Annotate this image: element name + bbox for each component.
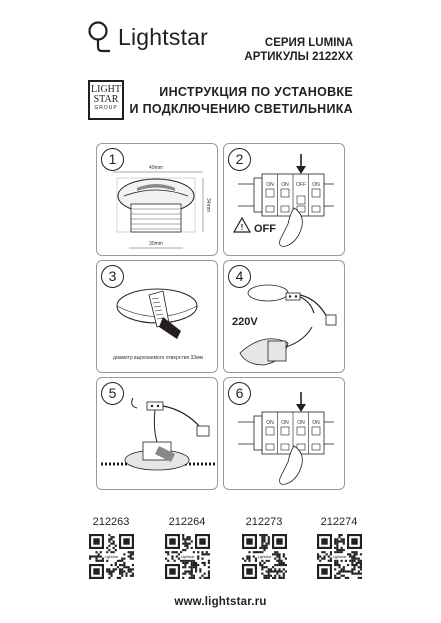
switch-4-label: ON bbox=[312, 182, 320, 188]
title-line-1: ИНСТРУКЦИЯ ПО УСТАНОВКЕ bbox=[159, 85, 353, 99]
svg-text:!: ! bbox=[240, 223, 244, 232]
qr-code-icon[interactable] bbox=[165, 534, 210, 579]
switch-4-label: ON bbox=[312, 420, 320, 426]
badge-line-2: STAR bbox=[93, 94, 119, 105]
dim-bottom-label: 30mm bbox=[149, 241, 163, 247]
step-5-panel bbox=[96, 377, 218, 490]
title-line-2: И ПОДКЛЮЧЕНИЮ СВЕТИЛЬНИКА bbox=[129, 102, 353, 116]
step-2-panel bbox=[223, 143, 345, 256]
switch-3-label: OFF bbox=[296, 182, 306, 188]
dim-top-label: 49mm bbox=[149, 165, 163, 171]
article-212263 bbox=[81, 516, 141, 579]
step-5-number: 5 bbox=[101, 382, 124, 405]
step-4-number: 4 bbox=[228, 265, 251, 288]
step-3-number: 3 bbox=[101, 265, 124, 288]
switch-1-label: ON bbox=[266, 182, 274, 188]
step-6-number: 6 bbox=[228, 382, 251, 405]
qr-center-label: Lightstar bbox=[257, 555, 271, 560]
article-212264 bbox=[157, 516, 217, 579]
hole-diameter-caption: диаметр вырезаемого отверстия 33мм bbox=[113, 355, 203, 361]
brand-name: Lightstar bbox=[118, 23, 209, 50]
series-block bbox=[244, 36, 353, 64]
step-3-panel bbox=[96, 260, 218, 373]
lightstar-group-badge bbox=[88, 80, 124, 120]
step-6-panel bbox=[223, 377, 345, 490]
qr-code-icon[interactable] bbox=[317, 534, 362, 579]
step-1-panel bbox=[96, 143, 218, 256]
step-1-number: 1 bbox=[101, 148, 124, 171]
instruction-title bbox=[130, 84, 353, 118]
brand-logo bbox=[88, 20, 208, 54]
step-2-number: 2 bbox=[228, 148, 251, 171]
series-name: СЕРИЯ LUMINA bbox=[264, 37, 353, 49]
switch-3-label: ON bbox=[297, 420, 305, 426]
switch-1-label: ON bbox=[266, 420, 274, 426]
step-4-panel bbox=[223, 260, 345, 373]
article-range: АРТИКУЛЫ 2122XX bbox=[244, 51, 353, 63]
article-212273 bbox=[234, 516, 294, 579]
article-code: 212263 bbox=[92, 516, 130, 528]
qr-center-label: Lightstar bbox=[332, 555, 346, 560]
article-code: 212264 bbox=[168, 516, 206, 528]
switch-2-label: ON bbox=[281, 182, 289, 188]
qr-code-icon[interactable] bbox=[242, 534, 287, 579]
qr-center-label: Lightstar bbox=[104, 555, 118, 560]
switch-2-label: ON bbox=[281, 420, 289, 426]
badge-line-1: LIGHT bbox=[91, 84, 121, 95]
article-212274 bbox=[309, 516, 369, 579]
off-warning: OFF bbox=[254, 223, 276, 235]
badge-line-3: GROUP bbox=[94, 105, 118, 111]
article-code: 212274 bbox=[320, 516, 358, 528]
article-code: 212273 bbox=[245, 516, 283, 528]
qr-center-label: Lightstar bbox=[180, 555, 194, 560]
website-link[interactable]: www.lightstar.ru bbox=[174, 596, 267, 608]
dim-side-label: 34mm bbox=[205, 198, 211, 212]
voltage-label: 220V bbox=[232, 316, 258, 328]
qr-code-icon[interactable] bbox=[89, 534, 134, 579]
bulb-logo-icon bbox=[88, 20, 114, 54]
